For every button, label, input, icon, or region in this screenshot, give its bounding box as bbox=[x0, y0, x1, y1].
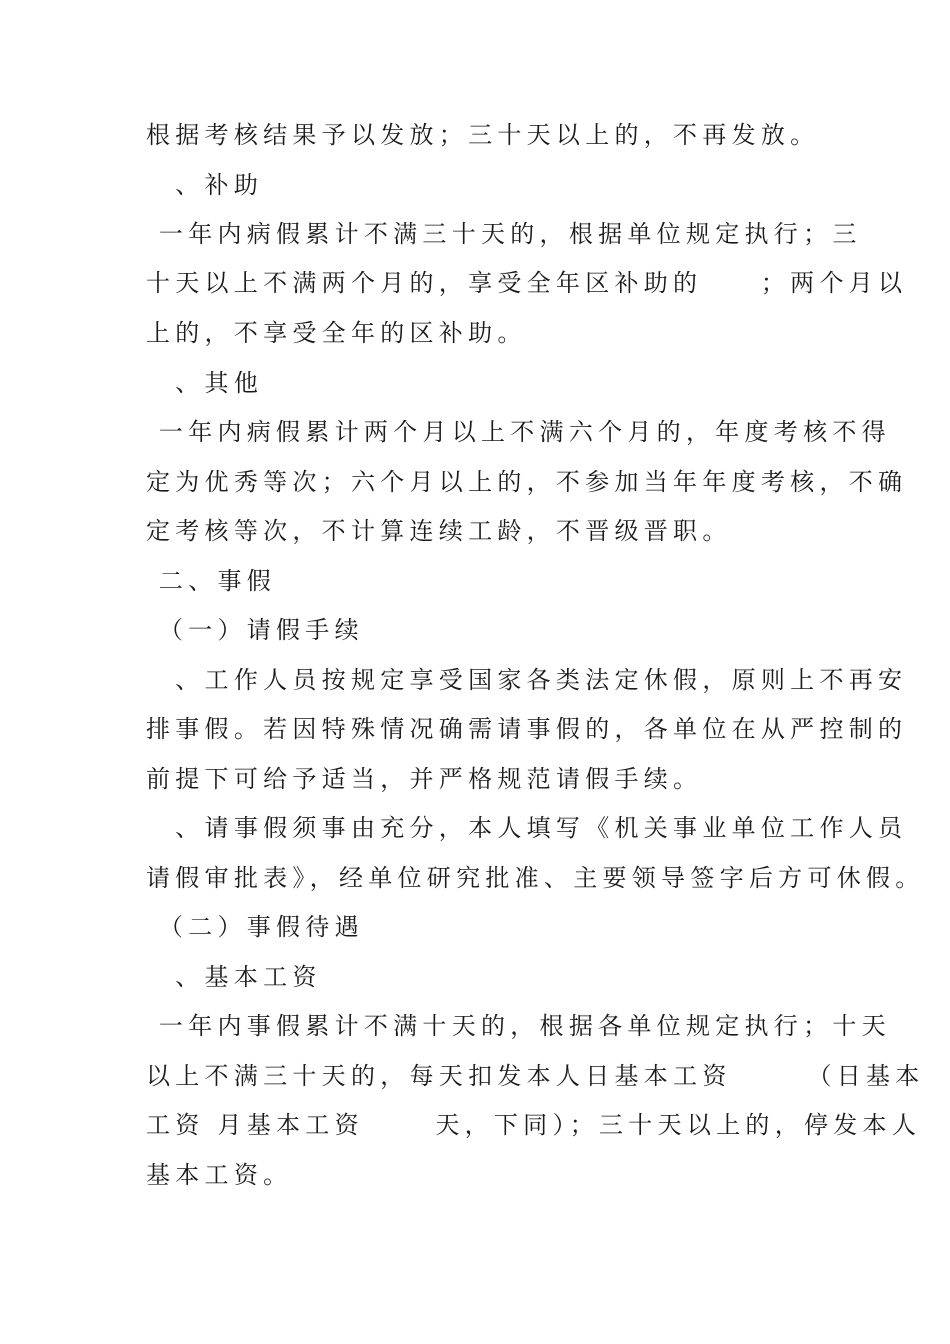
text-line-13: 排事假。若因特殊情况确需请事假的，各单位在从严控制的 bbox=[146, 715, 908, 743]
section-heading-other: 、其他 bbox=[146, 369, 264, 397]
text-line-22: 基本工资。 bbox=[146, 1161, 293, 1189]
subsection-heading-treatment: （二）事假待遇 bbox=[146, 913, 364, 941]
text-line-9: 定考核等次，不计算连续工龄，不晋级晋职。 bbox=[146, 517, 732, 545]
text-line-4: 十天以上不满两个月的，享受全年区补助的 ；两个月以 bbox=[146, 269, 908, 297]
text-line-8: 定为优秀等次；六个月以上的，不参加当年年度考核，不确 bbox=[146, 468, 908, 496]
section-heading-subsidy: 、补助 bbox=[146, 171, 264, 199]
text-line-15: 、请事假须事由充分，本人填写《机关事业单位工作人员 bbox=[146, 814, 908, 842]
text-line-12: 、工作人员按规定享受国家各类法定休假，原则上不再安 bbox=[146, 666, 908, 694]
text-line-7: 一年内病假累计两个月以上不满六个月的，年度考核不得 bbox=[146, 418, 891, 446]
text-line-21: 工资 月基本工资 天，下同）；三十天以上的，停发本人 bbox=[146, 1111, 922, 1139]
text-line-3: 一年内病假累计不满三十天的，根据单位规定执行；三 bbox=[146, 220, 862, 248]
section-heading-personal-leave: 二、事假 bbox=[146, 567, 277, 595]
text-line-1: 根据考核结果予以发放；三十天以上的，不再发放。 bbox=[146, 121, 820, 149]
text-line-20: 以上不满三十天的，每天扣发本人日基本工资 （日基本 bbox=[146, 1062, 925, 1090]
text-line-14: 前提下可给予适当，并严格规范请假手续。 bbox=[146, 765, 703, 793]
text-line-16: 请假审批表》，经单位研究批准、主要领导签字后方可休假。 bbox=[146, 864, 925, 892]
text-line-5: 上的，不享受全年的区补助。 bbox=[146, 319, 527, 347]
subsection-heading-procedure: （一）请假手续 bbox=[146, 616, 364, 644]
section-heading-basic-salary: 、基本工资 bbox=[146, 963, 322, 991]
text-line-19: 一年内事假累计不满十天的，根据各单位规定执行；十天 bbox=[146, 1012, 891, 1040]
